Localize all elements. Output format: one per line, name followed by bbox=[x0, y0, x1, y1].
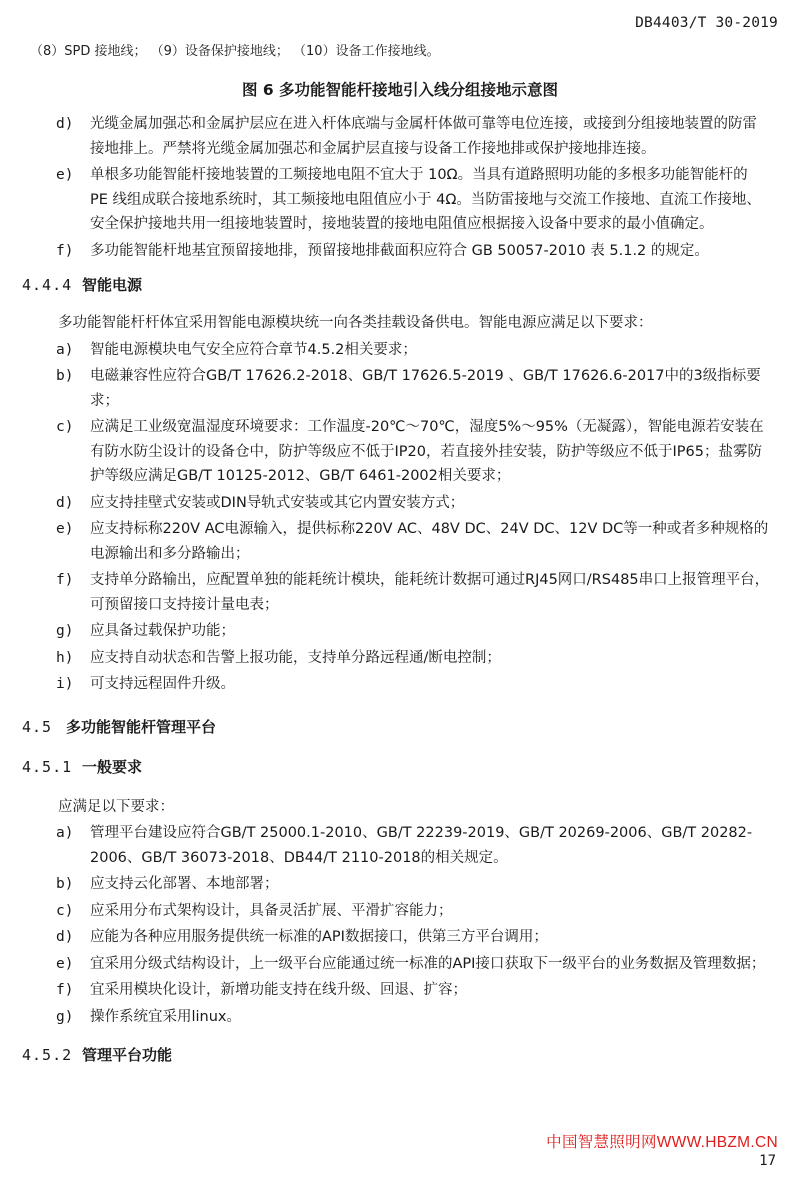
section-intro: 应满足以下要求： bbox=[58, 798, 174, 815]
list-text: 应满足工业级宽温湿度环境要求：工作温度-20℃～70℃，湿度5%～95%（无凝露），智能电源若安装在有防水防尘设计的设备仓中，防护等级应不低于IP20，若直接外挂安装，防护等级应不低于IP65；盐雾防护等级应满足GB/T 10125-2012、GB/T 6461-2002相关要求； bbox=[90, 419, 764, 484]
list-text: 管理平台建设应符合GB/T 25000.1-2010、GB/T 22239-2019、GB/T 20269-2006、GB/T 20282-2006、GB/T 36073-2018、DB44/T 2110-2018的相关规定。 bbox=[90, 825, 753, 866]
list-text: 应具备过载保护功能； bbox=[90, 623, 235, 639]
list-text: 宜采用模块化设计，新增功能支持在线升级、回退、扩容； bbox=[90, 982, 467, 998]
list-marker: f) bbox=[56, 982, 74, 998]
section-title: 多功能智能杆管理平台 bbox=[66, 717, 217, 736]
list-item bbox=[0, 619, 800, 644]
list-text: 应支持自动状态和告警上报功能，支持单分路远程通/断电控制； bbox=[90, 649, 501, 666]
list-item bbox=[0, 491, 800, 516]
section-number: 4.5.2 bbox=[22, 1046, 73, 1064]
list-item bbox=[0, 338, 800, 363]
list-marker: b) bbox=[56, 368, 74, 384]
list-marker: d) bbox=[56, 929, 74, 945]
list-text: 操作系统宜采用linux。 bbox=[90, 1008, 242, 1025]
list-marker: a) bbox=[56, 341, 74, 358]
power-requirements-list bbox=[0, 338, 800, 697]
section-title: 一般要求 bbox=[82, 757, 143, 776]
list-item bbox=[0, 925, 800, 950]
list-text: 应采用分布式架构设计，具备灵活扩展、平滑扩容能力； bbox=[90, 902, 453, 919]
list-item bbox=[0, 415, 800, 489]
list-item bbox=[0, 672, 800, 697]
figure-title: 图 6 多功能智能杆接地引入线分组接地示意图 bbox=[241, 81, 559, 99]
list-item bbox=[0, 517, 800, 566]
list-item bbox=[0, 364, 800, 413]
list-item bbox=[0, 112, 800, 161]
watermark: 中国智慧照明网WWW.HBZM.CN bbox=[546, 1134, 778, 1151]
list-marker: e) bbox=[56, 167, 74, 183]
list-marker: i) bbox=[56, 676, 74, 692]
list-item bbox=[0, 899, 800, 924]
list-text: 光缆金属加强芯和金属护层应在进入杆体底端与金属杆体做可靠等电位连接，或接到分组接地装置的防雷接地排上。严禁将光缆金属加强芯和金属护层直接与设备工作接地排或保护接地排连接。 bbox=[90, 116, 757, 157]
list-marker: c) bbox=[56, 902, 74, 919]
section-heading-4-5 bbox=[0, 715, 800, 739]
grounding-list bbox=[0, 112, 800, 263]
list-item bbox=[0, 1005, 800, 1030]
platform-requirements-list bbox=[0, 821, 800, 1029]
list-text: 应支持挂壁式安装或DIN导轨式安装或其它内置安装方式； bbox=[90, 494, 465, 511]
list-text: 支持单分路输出，应配置单独的能耗统计模块，能耗统计数据可通过RJ45网口/RS485串口上报管理平台，可预留接口支持接计量电表； bbox=[90, 572, 770, 613]
list-text: 应支持标称220V AC电源输入，提供标称220V AC、48V DC、24V DC、12V DC等一种或者多种规格的电源输出和多分路输出； bbox=[90, 521, 769, 562]
list-marker: f) bbox=[56, 242, 74, 259]
list-marker: d) bbox=[56, 494, 74, 511]
list-marker: g) bbox=[56, 623, 74, 639]
list-text: 应能为各种应用服务提供统一标准的API数据接口，供第三方平台调用； bbox=[90, 929, 548, 945]
list-marker: e) bbox=[56, 955, 74, 972]
list-marker: d) bbox=[56, 116, 74, 132]
figure-legend: （8）SPD 接地线； （9）设备保护接地线； （10）设备工作接地线。 bbox=[30, 44, 440, 59]
section-number: 4.5 bbox=[22, 717, 53, 736]
section-heading-4-4-4 bbox=[0, 273, 800, 297]
section-title: 智能电源 bbox=[82, 276, 143, 294]
section-heading-4-5-1 bbox=[0, 755, 800, 779]
list-text: 可支持远程固件升级。 bbox=[90, 676, 235, 692]
document-body bbox=[0, 112, 800, 1067]
list-item bbox=[0, 872, 800, 897]
list-item bbox=[0, 978, 800, 1003]
section-number: 4.4.4 bbox=[22, 276, 73, 294]
list-marker: b) bbox=[56, 876, 74, 892]
page-number: 17 bbox=[759, 1153, 776, 1169]
list-item bbox=[0, 646, 800, 671]
list-marker: e) bbox=[56, 521, 74, 537]
list-item bbox=[0, 163, 800, 237]
list-text: 单根多功能智能杆接地装置的工频接地电阻不宜大于 10Ω。当具有道路照明功能的多根多功能智能杆的 PE 线组成联合接地系统时，其工频接地电阻值应小于 4Ω。当防雷接地与交流工作接地、直流工作接地、安全保护接地共用一组接地装置时，接地装置的接地电阻值应根据接入设备中要求的最小值确定。 bbox=[90, 167, 761, 232]
list-text: 宜采用分级式结构设计，上一级平台应能通过统一标准的API接口获取下一级平台的业务数据及管理数据； bbox=[90, 955, 766, 972]
list-text: 电磁兼容性应符合GB/T 17626.2-2018、GB/T 17626.5-2019 、GB/T 17626.6-2017中的3级指标要求； bbox=[90, 368, 761, 409]
list-item bbox=[0, 239, 800, 264]
list-item bbox=[0, 821, 800, 870]
list-item bbox=[0, 952, 800, 977]
section-title: 管理平台功能 bbox=[82, 1046, 173, 1064]
list-marker: a) bbox=[56, 825, 74, 841]
list-text: 智能电源模块电气安全应符合章节4.5.2相关要求； bbox=[90, 341, 417, 358]
list-marker: c) bbox=[56, 419, 74, 435]
section-intro: 多功能智能杆杆体宜采用智能电源模块统一向各类挂载设备供电。智能电源应满足以下要求： bbox=[58, 315, 653, 331]
list-marker: h) bbox=[56, 649, 74, 666]
list-text: 应支持云化部署、本地部署； bbox=[90, 876, 279, 892]
list-item bbox=[0, 568, 800, 617]
section-number: 4.5.1 bbox=[22, 757, 73, 776]
document-code: DB4403/T 30-2019 bbox=[635, 15, 778, 31]
section-heading-4-5-2 bbox=[0, 1043, 800, 1067]
list-marker: g) bbox=[56, 1008, 74, 1025]
list-marker: f) bbox=[56, 572, 74, 588]
list-text: 多功能智能杆地基宜预留接地排，预留接地排截面积应符合 GB 50057-2010 表 5.1.2 的规定。 bbox=[90, 242, 709, 259]
